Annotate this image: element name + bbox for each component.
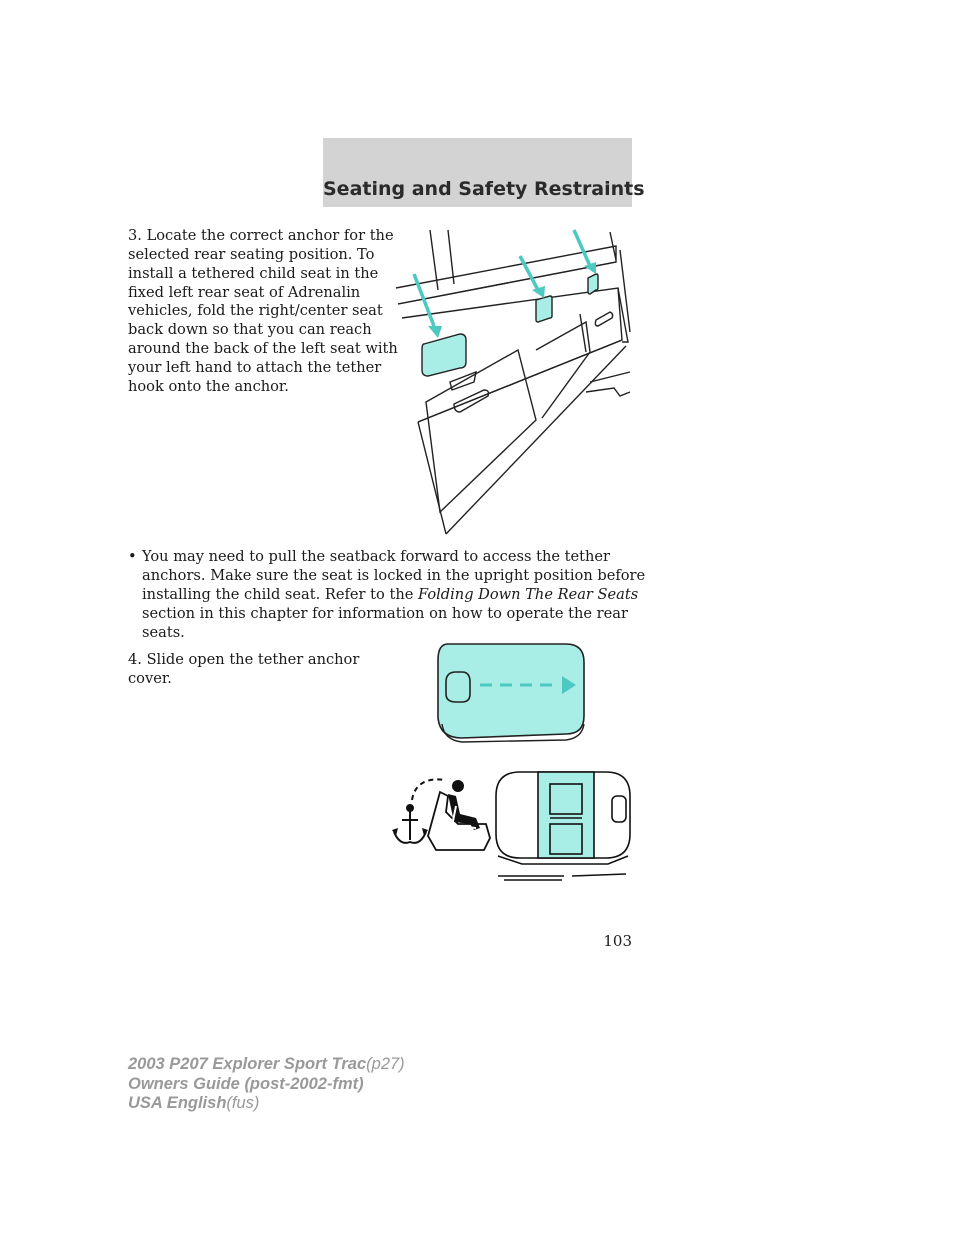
footer-guide-type: Owners Guide (post-2002-fmt) xyxy=(128,1074,364,1093)
footer-line xyxy=(128,1075,405,1095)
step-3-line: 3. Locate the correct anchor for the xyxy=(128,227,394,244)
footer-model: 2003 P207 Explorer Sport Trac xyxy=(128,1055,367,1073)
step-3-line: hook onto the anchor. xyxy=(128,378,289,395)
bullet-line xyxy=(142,586,638,605)
footer-model-code: (p27) xyxy=(366,1055,405,1073)
bullet-line: section in this chapter for information on how to operate the rear xyxy=(142,605,628,622)
section-header-band xyxy=(323,138,645,207)
step-4-line: 4. Slide open the tether anchor xyxy=(128,651,360,668)
anchor-icon xyxy=(392,805,428,843)
footer-language-code: (fus) xyxy=(226,1094,260,1112)
section-title: Seating and Safety Restraints xyxy=(323,178,645,200)
bullet-line: anchors. Make sure the seat is locked in the upright position before xyxy=(142,567,646,584)
page-number: 103 xyxy=(603,932,632,950)
bullet-marker: • xyxy=(128,548,137,565)
bullet-line: seats. xyxy=(142,624,185,641)
child-seat-icon xyxy=(428,780,490,850)
document-footer xyxy=(128,1055,405,1114)
anchor-cover-slide-illustration xyxy=(434,640,594,752)
folding-rear-seats-reference: Folding Down The Rear Seats xyxy=(418,586,639,603)
footer-line xyxy=(128,1094,405,1114)
rear-seat-anchor-illustration xyxy=(390,222,640,542)
bullet-line-text: installing the child seat. Refer to the xyxy=(142,586,419,603)
step-3-line: around the back of the left seat with xyxy=(128,340,398,357)
step-3-line: vehicles, fold the right/center seat xyxy=(128,302,383,319)
footer-language: USA English xyxy=(128,1094,227,1112)
vehicle-top-view-icon xyxy=(496,772,630,880)
tether-anchor-symbol-illustration xyxy=(376,766,636,886)
step-3-line: back down so that you can reach xyxy=(128,321,372,338)
step-3-line: fixed left rear seat of Adrenalin xyxy=(128,284,361,301)
step-3-line: install a tethered child seat in the xyxy=(128,265,379,282)
footer-line xyxy=(128,1055,405,1075)
step-3-line: your left hand to attach the tether xyxy=(128,359,382,376)
bullet-line: You may need to pull the seatback forward to access the tether xyxy=(142,548,611,565)
step-4-line: cover. xyxy=(128,670,172,687)
step-3-line: selected rear seating position. To xyxy=(128,246,375,263)
